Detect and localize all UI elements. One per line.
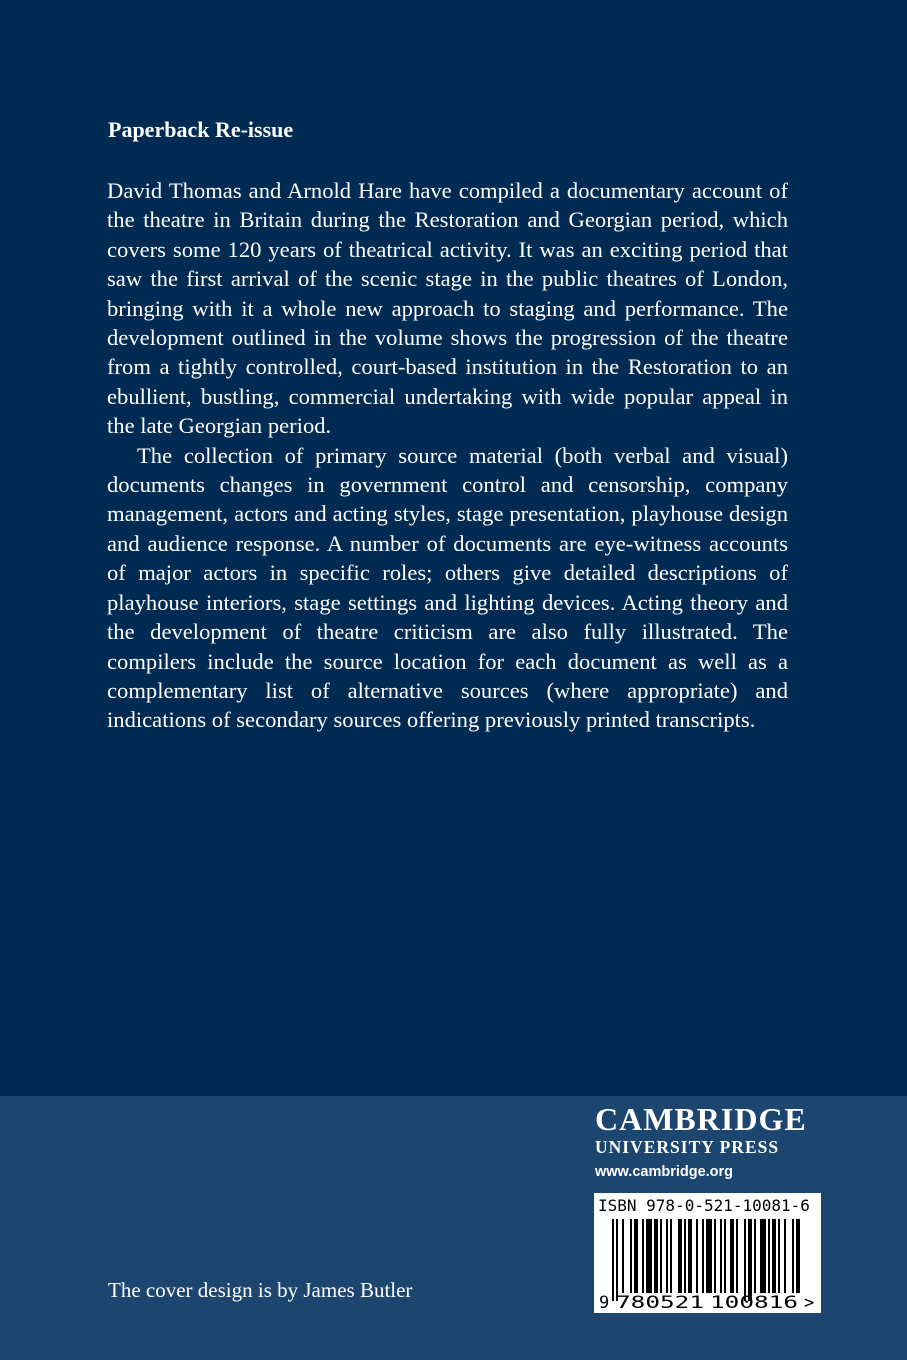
barcode-bar — [678, 1219, 682, 1293]
publisher-name: CAMBRIDGE — [595, 1101, 807, 1137]
barcode-bar — [660, 1219, 662, 1293]
barcode-bar — [646, 1219, 652, 1293]
publisher-logo — [595, 1102, 825, 1181]
barcode-bar — [730, 1219, 734, 1293]
barcode-bar — [792, 1219, 794, 1293]
barcode-bar — [748, 1219, 752, 1301]
barcode-lead-digit: 9 — [599, 1293, 610, 1313]
cover-design-credit: The cover design is by James Butler — [108, 1278, 413, 1302]
barcode-bar — [666, 1219, 668, 1293]
barcode-bar — [754, 1219, 756, 1293]
barcode-bar — [642, 1219, 644, 1293]
barcode-bar — [724, 1219, 726, 1293]
barcode-bar — [784, 1219, 786, 1293]
barcode-bar — [616, 1219, 618, 1301]
barcode-bar — [612, 1219, 614, 1301]
barcode-bar — [778, 1219, 780, 1293]
barcode-digits-left: 780521 — [616, 1293, 704, 1313]
barcode-bar — [688, 1219, 692, 1293]
isbn-barcode — [594, 1193, 821, 1313]
barcode-bar — [744, 1219, 746, 1301]
barcode-bar — [702, 1219, 704, 1293]
isbn-label: ISBN 978-0-521-10081-6 — [598, 1196, 810, 1215]
barcode-quiet-mark: > — [804, 1293, 815, 1313]
blurb-paragraph-2: The collection of primary source material (both verbal and visual) documents changes in government control and censorship, company management, actors and acting styles, stage presentation, playhouse design and audience response. A number of documents are eye-witness accounts of major actors in specific roles; others give detailed descriptions of playhouse interiors, stage settings and lighting devices. Acting theory and the development of theatre criticism are also fully illustrated. The compilers include the source location for each document as well as a complementary list of alternative sources (where appropriate) and indications of secondary sources offering previously printed transcripts. — [107, 442, 788, 733]
blurb — [107, 176, 788, 735]
blurb-paragraph-1: David Thomas and Arnold Hare have compiled a documentary account of the theatre in Britain during the Restoration and Georgian period, which covers some 120 years of theatrical activity. It was an exciting period that saw the first arrival of the scenic stage in the public theatres of London, bringing with it a whole new approach to staging and performance. The development outlined in the volume shows the progression of the theatre from a tightly controlled, court-based institution in the Restoration to an ebullient, bustling, commercial undertaking with wide popular appeal in the late Georgian period. — [107, 178, 788, 439]
barcode-bar — [772, 1219, 776, 1293]
publisher-subtitle: UNIVERSITY PRESS — [595, 1137, 780, 1157]
barcode-bar — [736, 1219, 738, 1293]
barcode-bar — [796, 1219, 800, 1293]
reissue-heading: Paperback Re-issue — [108, 117, 294, 142]
publisher-url: www.cambridge.org — [595, 1164, 734, 1180]
barcode-bar — [630, 1219, 632, 1293]
barcode-bar — [634, 1219, 638, 1293]
barcode-bar — [684, 1219, 686, 1293]
barcode-bar — [768, 1219, 770, 1293]
barcode-bar — [696, 1219, 698, 1293]
barcode-bar — [622, 1219, 624, 1293]
barcode-bar — [670, 1219, 672, 1293]
barcode-bar — [760, 1219, 766, 1293]
barcode-bars — [612, 1219, 800, 1301]
barcode-digits-right: 100816 — [710, 1293, 798, 1313]
barcode-bar — [706, 1219, 712, 1293]
barcode-bar — [714, 1219, 716, 1293]
barcode-bar — [654, 1219, 658, 1293]
barcode-bar — [720, 1219, 722, 1293]
